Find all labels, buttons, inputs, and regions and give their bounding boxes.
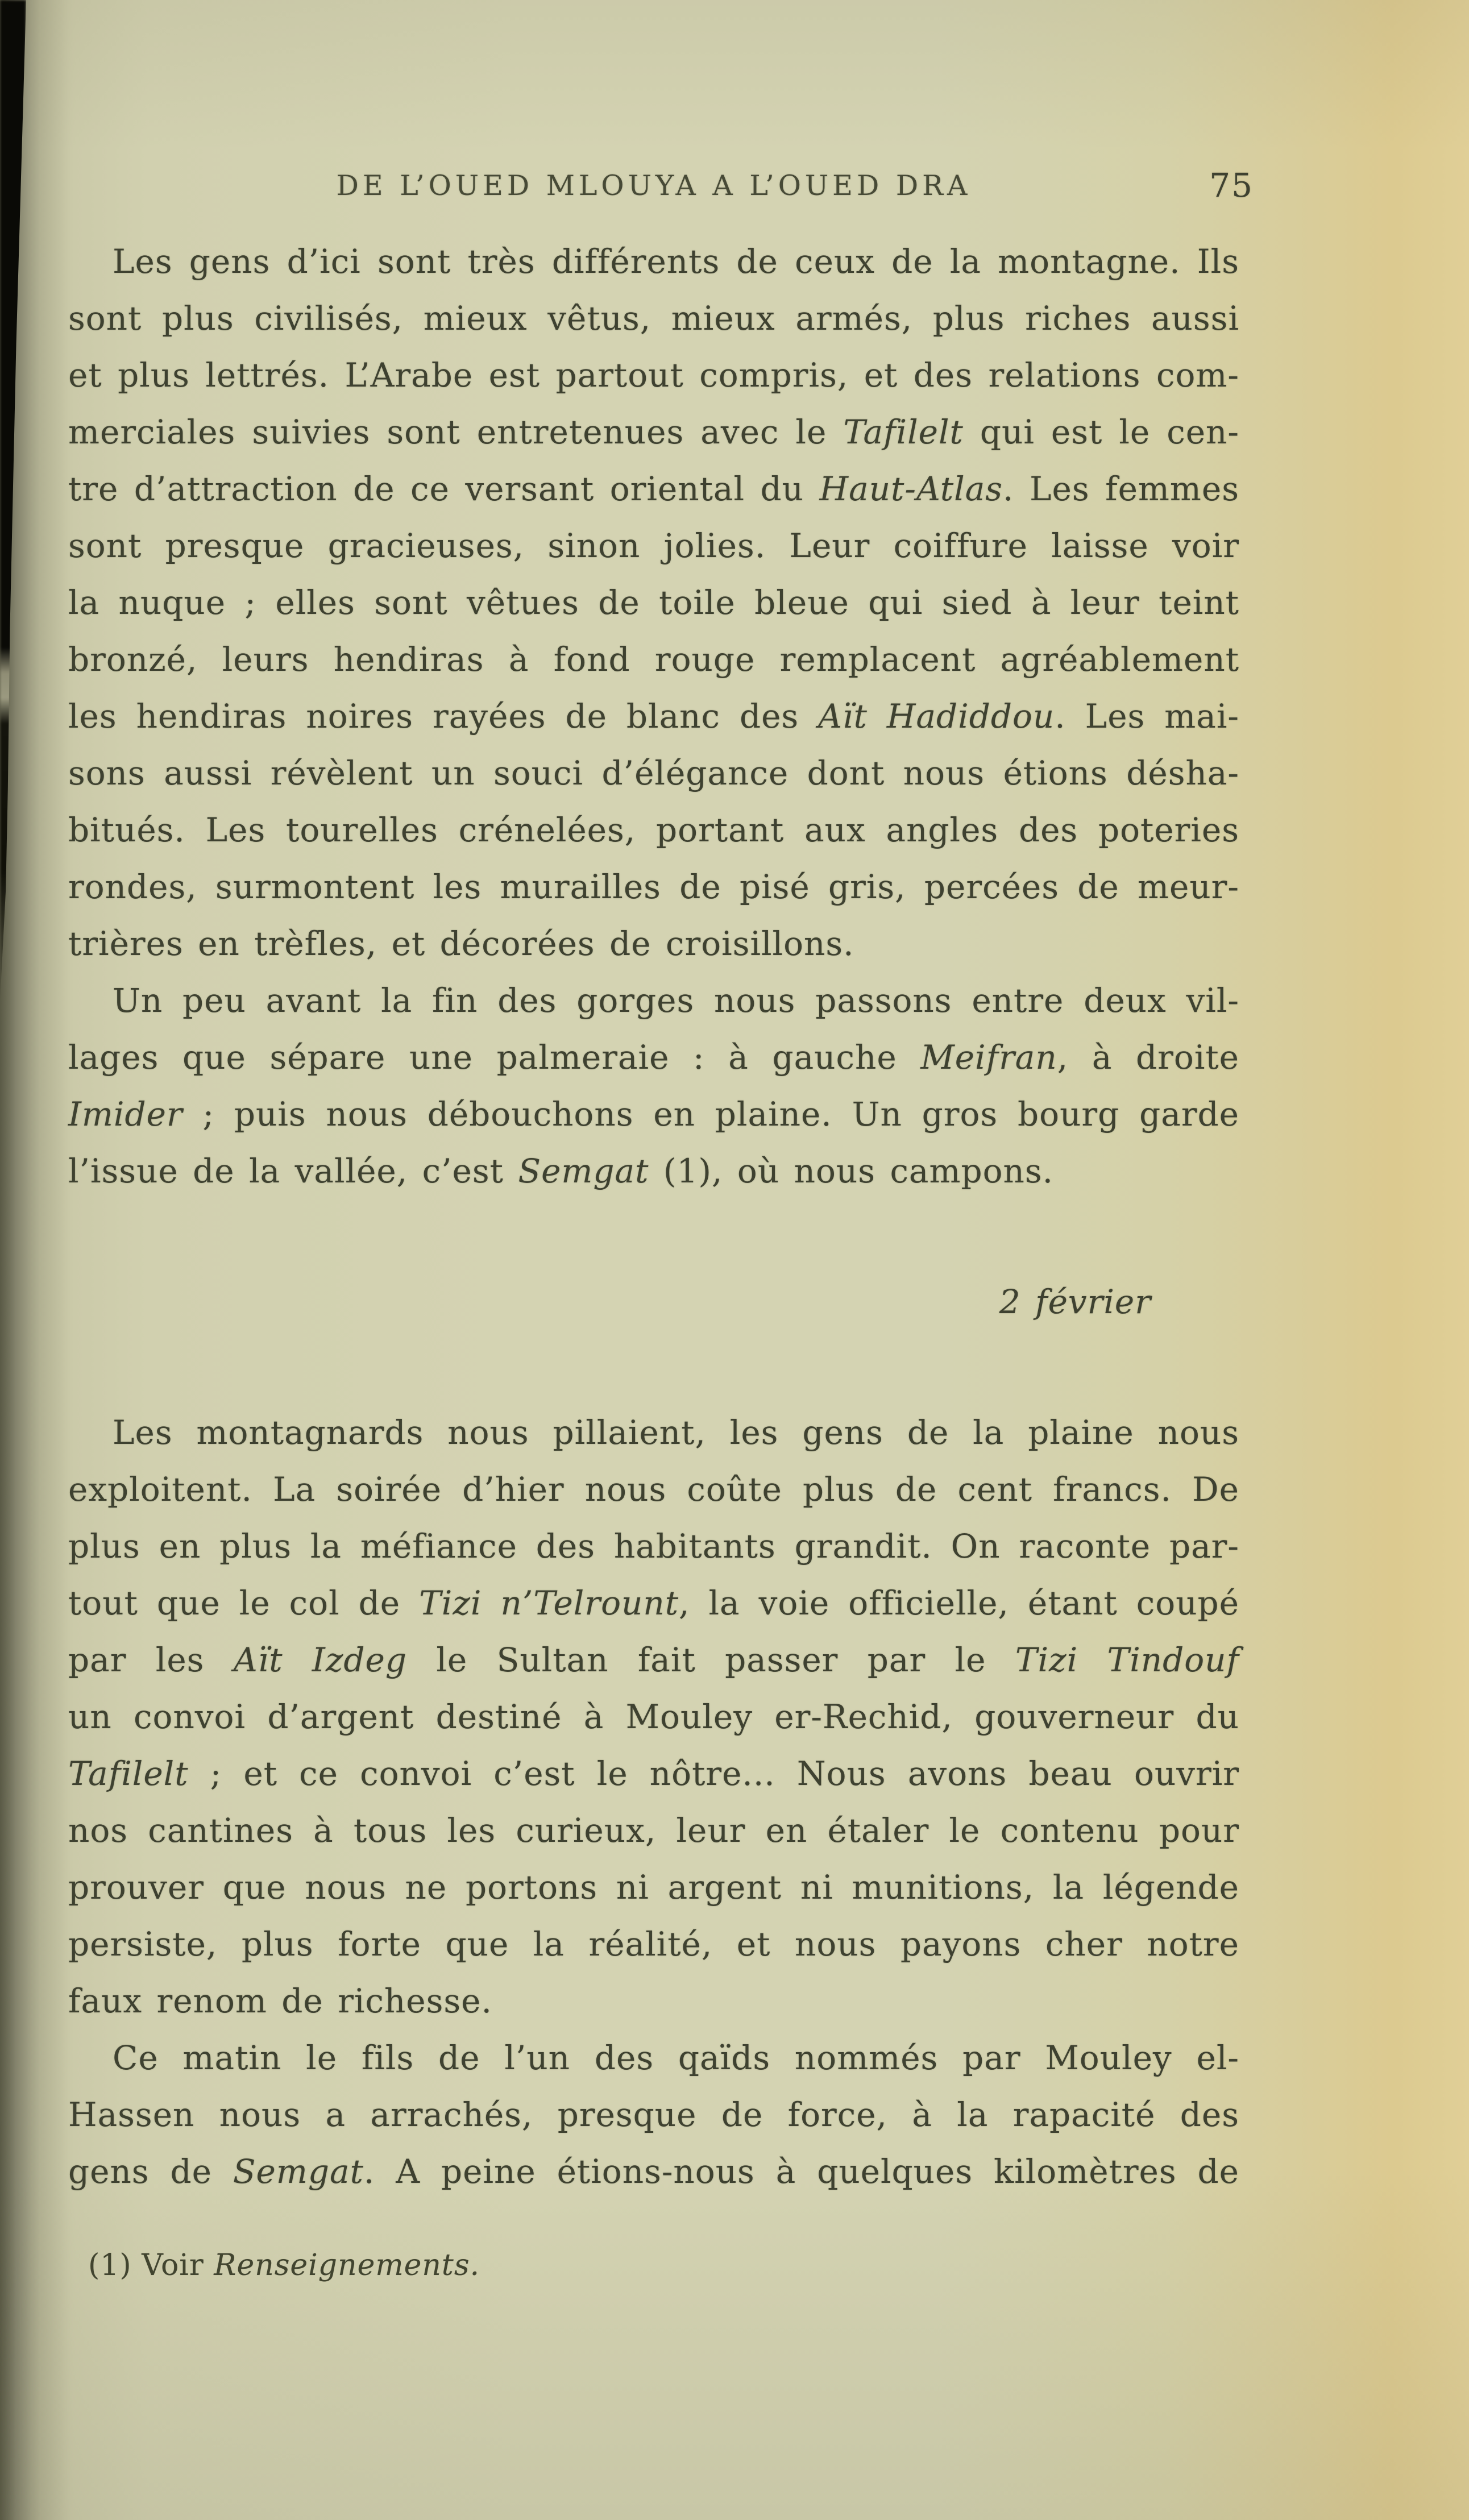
text-line — [68, 574, 1239, 631]
text-line — [68, 1029, 1239, 1086]
text-line — [68, 972, 1239, 1029]
text-segment: Un peu avant la fin des gorges nous passons entre deux vil- — [113, 981, 1239, 1020]
text-line — [68, 1859, 1239, 1916]
text-line — [68, 233, 1239, 290]
text-segment: (1) Voir — [88, 2248, 214, 2282]
text-segment: , la voie officielle, étant coupé — [679, 1584, 1239, 1622]
text-segment: (1), où nous campons. — [649, 1152, 1054, 1190]
text-line — [68, 460, 1239, 517]
italic-text-segment: Tizi n’Telrount — [419, 1584, 679, 1622]
text-line — [68, 1575, 1239, 1631]
text-segment: l’issue de la vallée, c’est — [68, 1152, 518, 1190]
text-line — [68, 802, 1239, 858]
italic-text-segment: Aït Hadiddou — [818, 697, 1055, 736]
text-line — [68, 1916, 1239, 1973]
text-segment: par les — [68, 1641, 234, 1679]
footnote-text — [88, 2248, 480, 2282]
text-segment: tout que le col de — [68, 1584, 420, 1622]
text-segment: qui est le cen- — [963, 413, 1239, 451]
text-line — [68, 745, 1239, 802]
text-segment: . A peine étions-nous à quelques kilomètres de — [363, 2152, 1239, 2191]
text-segment: exploitent. La soirée d’hier nous coûte plus de cent francs. De — [68, 1470, 1239, 1509]
text-line — [68, 1802, 1239, 1859]
text-line — [68, 404, 1239, 460]
text-segment: faux renom de richesse. — [68, 1982, 492, 2020]
text-segment: plus en plus la méfiance des habitants grandit. On raconte par- — [68, 1527, 1239, 1566]
date-heading: 2 février — [999, 1282, 1151, 1321]
text-line — [68, 517, 1239, 574]
text-line — [68, 1404, 1239, 1461]
text-segment: Les gens d’ici sont très différents de ceux de la montagne. Ils — [113, 242, 1239, 281]
italic-text-segment: Semgat — [233, 2152, 364, 2191]
text-line — [68, 2143, 1239, 2200]
paragraph-2 — [68, 972, 1239, 1199]
italic-text-segment: Renseignements. — [214, 2248, 480, 2282]
paragraph-1 — [68, 233, 1239, 972]
italic-text-segment: Tafilelt — [68, 1754, 189, 1793]
text-line — [68, 688, 1239, 745]
italic-text-segment: Aït Izdeg — [233, 1641, 407, 1679]
text-segment: bitués. Les tourelles crénelées, portant aux angles des poteries — [68, 811, 1239, 849]
italic-text-segment: Meifran — [920, 1038, 1057, 1077]
paragraph-4 — [68, 2029, 1239, 2200]
text-line — [68, 1631, 1239, 1688]
text-segment: merciales suivies sont entretenues avec le — [68, 413, 844, 451]
italic-text-segment: Semgat — [518, 1152, 649, 1190]
text-line — [68, 1688, 1239, 1745]
text-line — [68, 1518, 1239, 1575]
text-segment: . Les femmes — [1003, 470, 1240, 508]
text-line — [68, 1745, 1239, 1802]
text-line — [68, 2086, 1239, 2143]
text-segment: nos cantines à tous les curieux, leur en étaler le contenu pour — [68, 1811, 1239, 1850]
text-line — [68, 1461, 1239, 1518]
italic-text-segment: Imider — [68, 1095, 183, 1134]
text-segment: ; puis nous débouchons en plaine. Un gros bourg garde — [182, 1095, 1239, 1134]
text-line — [68, 858, 1239, 915]
running-header: DE L’OUED MLOUYA A L’OUED DRA — [336, 169, 972, 202]
footnote — [88, 2248, 480, 2282]
text-segment: , à droite — [1057, 1038, 1240, 1077]
text-segment: le Sultan fait passer par le — [406, 1641, 1015, 1679]
italic-text-segment: Tizi Tindouf — [1015, 1641, 1239, 1679]
text-segment: gens de — [68, 2152, 233, 2191]
italic-text-segment: Haut-Atlas — [819, 470, 1003, 508]
text-segment: et plus lettrés. L’Arabe est partout compris, et des relations com- — [68, 356, 1239, 395]
text-segment: . Les mai- — [1055, 697, 1239, 736]
text-line — [68, 347, 1239, 404]
text-line — [68, 290, 1239, 347]
text-line — [68, 1086, 1239, 1143]
text-segment: Les montagnards nous pillaient, les gens de la plaine nous — [113, 1413, 1239, 1452]
text-segment: la nuque ; elles sont vêtues de toile bleue qui sied à leur teint — [68, 583, 1239, 622]
text-segment: lages que sépare une palmeraie : à gauche — [68, 1038, 921, 1077]
text-segment: Ce matin le fils de l’un des qaïds nommés par Mouley el- — [113, 2039, 1239, 2077]
italic-text-segment: Tafilelt — [843, 413, 964, 451]
paragraph-3 — [68, 1404, 1239, 2029]
text-segment: sont presque gracieuses, sinon jolies. Leur coiffure laisse voir — [68, 526, 1239, 565]
text-line — [68, 2029, 1239, 2086]
text-segment: prouver que nous ne portons ni argent ni munitions, la légende — [68, 1868, 1239, 1907]
text-line — [68, 1143, 1239, 1199]
text-line — [68, 631, 1239, 688]
text-segment: Hassen nous a arrachés, presque de force, à la rapacité des — [68, 2095, 1239, 2134]
text-line — [68, 1973, 1239, 2029]
text-segment: les hendiras noires rayées de blanc des — [68, 697, 819, 736]
text-segment: bronzé, leurs hendiras à fond rouge remplacent agréablement — [68, 640, 1239, 679]
page-number: 75 — [1209, 166, 1254, 205]
text-line — [68, 915, 1239, 972]
body-text — [68, 233, 1239, 2200]
text-segment: un convoi d’argent destiné à Mouley er-Rechid, gouverneur du — [68, 1697, 1239, 1736]
text-segment: rondes, surmontent les murailles de pisé gris, percées de meur- — [68, 867, 1239, 906]
text-segment: sont plus civilisés, mieux vêtus, mieux armés, plus riches aussi — [68, 299, 1239, 338]
text-segment: trières en trèfles, et décorées de croisillons. — [68, 924, 854, 963]
text-segment: ; et ce convoi c’est le nôtre... Nous avons beau ouvrir — [188, 1754, 1239, 1793]
text-segment: persiste, plus forte que la réalité, et nous payons cher notre — [68, 1925, 1239, 1963]
text-segment: tre d’attraction de ce versant oriental du — [68, 470, 820, 508]
text-segment: sons aussi révèlent un souci d’élégance dont nous étions désha- — [68, 754, 1239, 792]
